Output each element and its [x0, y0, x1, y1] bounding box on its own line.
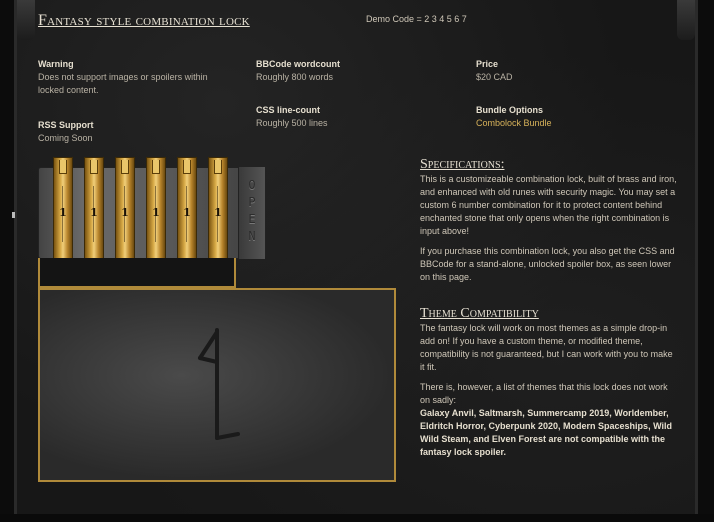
lock-dial-5[interactable] — [177, 157, 197, 260]
dial-notch — [152, 160, 160, 174]
open-letter: P — [248, 195, 256, 209]
frame-corner-left — [17, 0, 35, 40]
dial-digit: 1 — [214, 206, 222, 219]
page-title: Fantasy style combination lock — [38, 12, 250, 29]
rune-carving-icon — [40, 290, 394, 480]
open-plate — [238, 167, 265, 259]
enchanted-stone — [38, 288, 396, 482]
lock-base — [38, 258, 236, 288]
theme-compatibility-section — [420, 307, 678, 466]
rss-block — [38, 119, 228, 145]
wordcount-block — [256, 58, 436, 84]
specifications-section — [420, 158, 678, 291]
price-label: Price — [476, 59, 499, 69]
lock-dial-1[interactable] — [53, 157, 73, 260]
theme-compatibility-heading: Theme Compatibility — [420, 306, 539, 321]
wordcount-label: BBCode wordcount — [256, 59, 340, 69]
lock-dial-3[interactable] — [115, 157, 135, 260]
bundle-label: Bundle Options — [476, 105, 543, 115]
price-value: $20 CAD — [476, 72, 513, 82]
css-lines-label: CSS line-count — [256, 105, 321, 115]
frame-corner-right — [677, 0, 695, 40]
css-lines-value: Roughly 500 lines — [256, 118, 328, 128]
rss-value: Coming Soon — [38, 133, 93, 143]
dial-digit: 1 — [152, 206, 160, 219]
dial-notch — [90, 160, 98, 174]
theme-paragraph: There is, however, a list of themes that this lock does not work on sadly: — [420, 382, 668, 405]
css-lines-block — [256, 104, 436, 130]
bundle-block — [476, 104, 656, 130]
dial-notch — [59, 160, 67, 174]
lock-dial-6[interactable] — [208, 157, 228, 260]
open-letter: N — [248, 229, 256, 243]
dial-notch — [183, 160, 191, 174]
dial-digit: 1 — [59, 206, 67, 219]
combination-lock — [38, 157, 266, 260]
dial-digit: 1 — [121, 206, 129, 219]
specifications-paragraph: If you purchase this combination lock, you also get the CSS and BBCode for a stand-alone, unlocked spoiler box, as seen lower on this page. — [420, 246, 675, 282]
lock-dial-2[interactable] — [84, 157, 104, 260]
wordcount-value: Roughly 800 words — [256, 72, 334, 82]
open-letter: O — [248, 178, 256, 192]
dial-notch — [121, 160, 129, 174]
rss-label: RSS Support — [38, 120, 94, 130]
warning-block — [38, 58, 228, 97]
open-letter: E — [248, 212, 256, 226]
specifications-paragraph: This is a customizeable combination lock, built of brass and iron, and enhanced with old runes with security magic. You may set a custom 6 number combination for it to protect content behind enchanted stone that only opens when the right combination is input above! — [420, 174, 677, 236]
dial-digit: 1 — [183, 206, 191, 219]
bundle-link[interactable]: Combolock Bundle — [476, 118, 552, 128]
bottom-bar — [0, 514, 714, 522]
specifications-heading: Specifications: — [420, 157, 505, 172]
price-block — [476, 58, 656, 84]
incompatible-themes-list: Galaxy Anvil, Saltmarsh, Summercamp 2019, Worldember, Eldritch Horror, Cyberpunk 2020, Modern Spaceships, Wild Wild Steam, and Elven Forest are not compatible with the fantasy lock spoiler. — [420, 408, 672, 457]
theme-paragraph: The fantasy lock will work on most themes as a simple drop-in add on! If you have a custom theme, or modified theme, compatibility is not guaranteed, but I can work with you to make it fit. — [420, 323, 673, 372]
warning-label: Warning — [38, 59, 74, 69]
warning-value: Does not support images or spoilers within locked content. — [38, 72, 208, 95]
dial-digit: 1 — [90, 206, 98, 219]
dial-notch — [214, 160, 222, 174]
lock-dial-4[interactable] — [146, 157, 166, 260]
scroll-marker — [12, 212, 15, 218]
demo-code: Demo Code = 2 3 4 5 6 7 — [366, 14, 467, 24]
